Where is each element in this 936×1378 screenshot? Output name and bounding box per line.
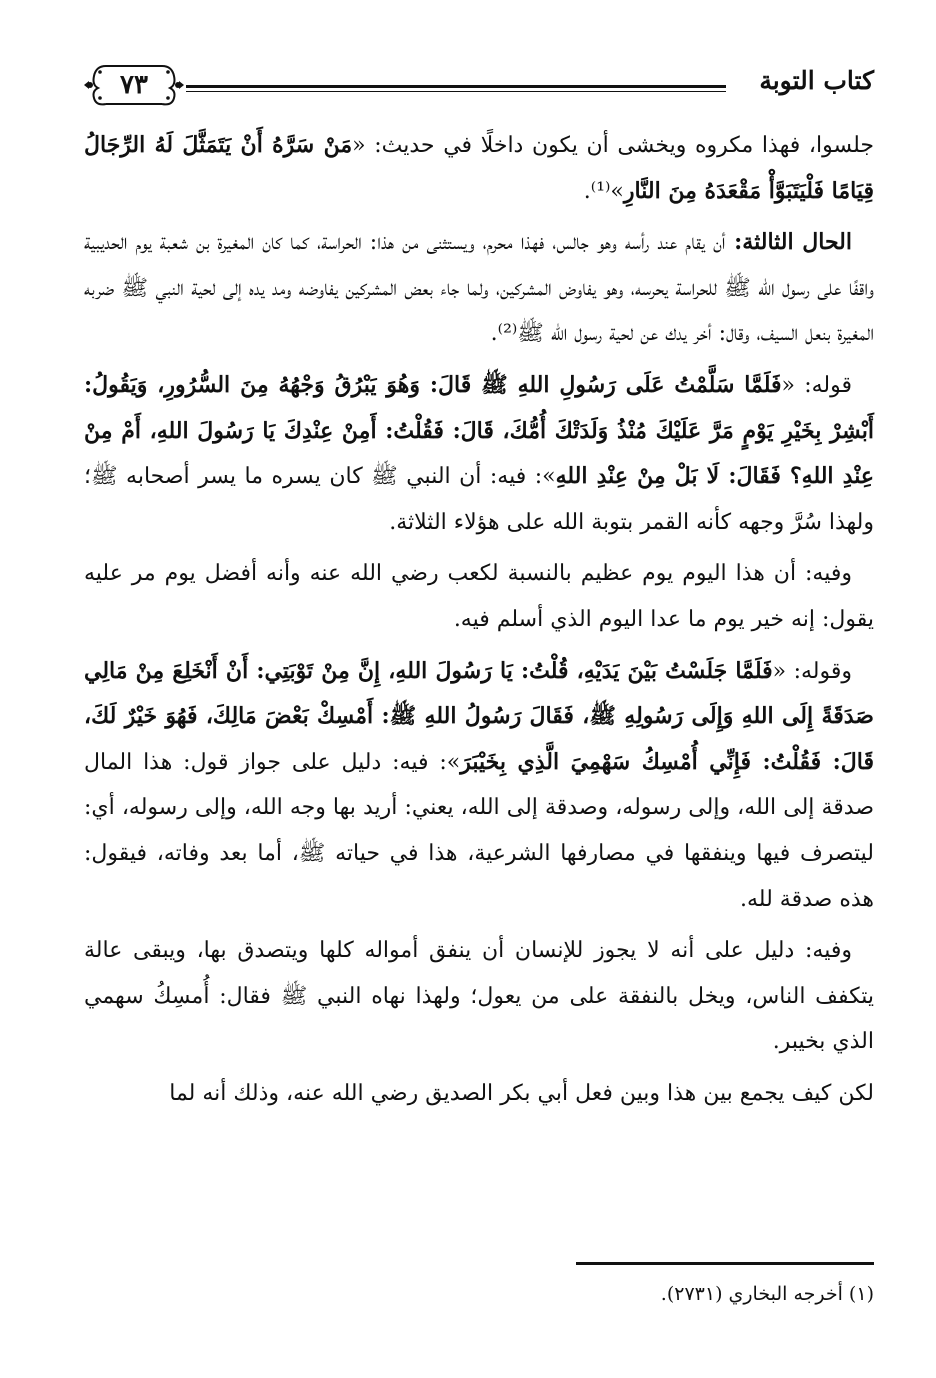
- header-rule: [186, 85, 726, 88]
- text-run: وفيه: أن هذا اليوم يوم عظيم بالنسبة لكعب رضي الله عنه وأنه أفضل يوم مر عليه يقول: إنه خير يوم ما عدا اليوم الذي أسلم فيه.: [84, 561, 874, 632]
- footnote-rule: [576, 1262, 874, 1265]
- paragraph: [84, 363, 874, 545]
- text-run: »⁽¹⁾.: [583, 178, 624, 204]
- paragraph: [84, 649, 874, 923]
- text-run: قوله: «: [781, 372, 852, 398]
- text-run: لكن كيف يجمع بين هذا وبين فعل أبي بكر الصديق رضي الله عنه، وذلك أنه لما: [169, 1080, 874, 1106]
- text-run: وقوله: «: [772, 658, 852, 684]
- paragraph: [84, 220, 874, 357]
- bold-text-run: مَنْ سَرَّهُ أَنْ يَتَمَثَّلَ لَهُ الرِّجَالُ قِيَامًا فَلْيَتَبَوَّأْ مَقْعَدَهُ مِنَ النَّارِ: [84, 132, 874, 204]
- book-title: كتاب التوبة: [759, 66, 874, 95]
- text-run: أن يقام عند رأسه وهو جالس، فهذا محرم، ويستثنى من هذا: الحراسة، كما كان المغيرة بن شعبة يوم الحديبية واقفًا على رسول الله ﷺ للحراسة يحرسه، وهو يفاوض المشركين، ولما جاء بعض المشركين يفاوضه ومد يده إلى لحية النبي ﷺ ضربه المغيرة بنعل السيف، وقال: أخر يدك عن لحية رسول الله ﷺ⁽²⁾.: [84, 230, 874, 347]
- page-number-ornament: [84, 58, 184, 112]
- page-header: [84, 58, 874, 112]
- text-run: »: فيه: دليل على جواز قول: هذا المال صدقة إلى الله، وإلى رسوله، وصدقة إلى الله، يعني: أريد بها وجه الله، وإلى رسوله، أي: ليتصرف فيها وينفقها في مصارفها الشرعية، هذا في حياته ﷺ، أما بعد وفاته، فيقول: هذه صدقة لله.: [84, 749, 874, 912]
- bold-text-run: الحال الثالثة:: [725, 229, 853, 256]
- header-rule-thin: [186, 91, 726, 92]
- bold-text-run: فَلَمَّا جَلَسْتُ بَيْنَ يَدَيْهِ، قُلْتُ: يَا رَسُولَ اللهِ، إِنَّ مِنْ تَوْبَتِي: أَنْ أَنْخَلِعَ مِنْ مَالِي صَدَقَةً إِلَى اللهِ وَإِلَى رَسُولِهِ ﷺ، فَقَالَ رَسُولُ اللهِ ﷺ: أَمْسِكْ بَعْضَ مَالِكَ، فَهُوَ خَيْرٌ لَكَ، قَالَ: فَقُلْتُ: فَإِنِّي أُمْسِكُ سَهْمِيَ الَّذِي بِخَيْبَرَ: [84, 657, 874, 775]
- body-text: [84, 123, 874, 1122]
- paragraph: [84, 123, 874, 214]
- paragraph: [84, 1071, 874, 1117]
- text-run: جلسوا، فهذا مكروه ويخشى أن يكون داخلًا في حديث: «: [352, 133, 874, 158]
- paragraph: [84, 928, 874, 1065]
- paragraph: [84, 551, 874, 642]
- page-number: ٧٣: [120, 70, 148, 100]
- bold-text-run: فَلَمَّا سَلَّمْتُ عَلَى رَسُولِ اللهِ ﷺ قَالَ: وَهُوَ يَبْرُقُ وَجْهُهُ مِنَ السُّرُورِ، وَيَقُولُ: أَبْشِرْ بِخَيْرِ يَوْمٍ مَرَّ عَلَيْكَ مُنْذُ وَلَدَتْكَ أُمُّكَ، قَالَ: فَقُلْتُ: أَمِنْ عِنْدِكَ يَا رَسُولَ اللهِ، أَمْ مِنْ عِنْدِ اللهِ؟ فَقَالَ: لَا بَلْ مِنْ عِنْدِ اللهِ: [84, 371, 874, 490]
- footnote: (١) أخرجه البخاري (٢٧٣١).: [660, 1283, 874, 1305]
- text-run: وفيه: دليل على أنه لا يجوز للإنسان أن ينفق أمواله كلها ويتصدق بها، ويبقى عالة يتكفف الناس، ويخل بالنفقة على من يعول؛ ولهذا نهاه النبي ﷺ فقال: أُمسِكُ سهمي الذي بخيبر.: [84, 938, 874, 1055]
- text-run: »: فيه: أن النبي ﷺ كان يسره ما يسر أصحابه ﷺ؛ ولهذا سُرَّ وجهه كأنه القمر بتوبة الله على هؤلاء الثلاثة.: [84, 464, 874, 535]
